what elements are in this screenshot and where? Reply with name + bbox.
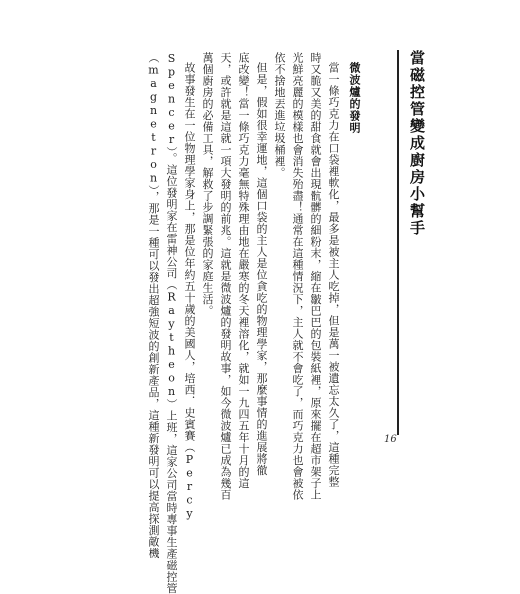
text-column: 光鮮亮麗的模樣也會消失殆盡！通常在這種情況下，主人就不會吃了，而巧克力也會被依	[291, 52, 304, 501]
text-column: 但是，假如很幸運地，這個口袋的主人是位貪吃的物理學家，那麼事情的進展將徹	[255, 62, 268, 476]
page-number: 16	[384, 434, 397, 445]
text-column: 萬個廚房的必備工具，解救了步調緊張的家庭生活。	[201, 52, 214, 317]
title-divider	[397, 50, 399, 435]
text-column: 依不捨地丟進垃圾桶裡。	[273, 52, 286, 179]
text-column: 故事發生在一位物理學家身上，那是位年約五十歲的美國人，培西．史賓賽（Percy	[183, 62, 196, 521]
text-column: 時又脆又美的甜食就會出現骯髒的細粉末，縮在皺巴巴的包裝紙裡，原來擺在超市架子上	[309, 52, 322, 501]
text-column: （magnetron），那是一種可以發出超強短波的創新產品，這種新發明可以提高探測敵機	[147, 52, 160, 559]
text-column: 底改變！當一條巧克力毫無特殊理由地在嚴寒的冬天裡溶化，就如一九四五年十月的這	[237, 52, 250, 489]
text-column: 當一條巧克力在口袋裡軟化，最多是被主人吃掉，但是萬一被遺忘太久了，這種完整	[327, 62, 340, 488]
section-heading: 微波爐的發明	[348, 62, 361, 134]
text-column: Spencer）。這位發明家在雷神公司（Raytheon）上班，這家公司當時專事生產磁控管	[165, 52, 178, 594]
chapter-title: 當磁控管變成廚房小幫手	[408, 50, 426, 237]
text-column: 天，或許就是這就一項大發明的前兆。這就是微波爐的發明故事，如今微波爐已成為幾百	[219, 52, 232, 501]
